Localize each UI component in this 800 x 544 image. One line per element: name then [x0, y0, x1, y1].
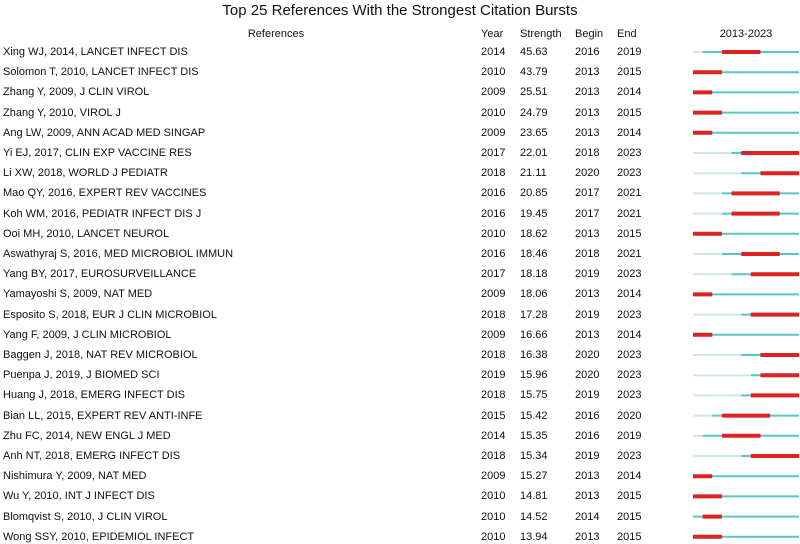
strength-cell: 14.81: [520, 490, 548, 503]
end-cell: 2014: [617, 470, 642, 483]
reference-cell: Wong SSY, 2010, EPIDEMIOL INFECT: [3, 530, 195, 543]
strength-cell: 14.52: [520, 510, 548, 523]
end-cell: 2015: [617, 510, 642, 523]
end-cell: 2021: [617, 187, 642, 200]
begin-cell: 2019: [575, 450, 600, 462]
begin-cell: 2018: [575, 248, 600, 260]
reference-cell: Wu Y, 2010, INT J INFECT DIS: [3, 490, 155, 503]
end-cell: 2021: [617, 207, 642, 220]
header-strength: Strength: [520, 28, 562, 40]
reference-cell: Nishimura Y, 2009, NAT MED: [3, 470, 147, 483]
year-cell: 2010: [481, 66, 506, 79]
year-cell: 2019: [481, 369, 506, 382]
begin-cell: 2020: [575, 349, 600, 361]
strength-cell: 15.42: [520, 409, 548, 422]
end-cell: 2015: [617, 106, 642, 119]
year-cell: 2009: [481, 288, 506, 301]
year-cell: 2010: [481, 490, 506, 503]
strength-cell: 22.01: [520, 147, 548, 159]
year-cell: 2010: [481, 106, 506, 119]
strength-cell: 16.66: [520, 328, 548, 341]
end-cell: 2023: [617, 268, 642, 281]
end-cell: 2014: [617, 328, 642, 341]
strength-cell: 23.65: [520, 126, 548, 139]
strength-cell: 21.11: [520, 167, 547, 180]
year-cell: 2018: [481, 450, 506, 462]
strength-cell: 15.34: [520, 450, 548, 462]
reference-cell: Anh NT, 2018, EMERG INFECT DIS: [3, 450, 181, 462]
reference-cell: Li XW, 2018, WORLD J PEDIATR: [3, 167, 168, 180]
end-cell: 2015: [617, 530, 642, 543]
year-cell: 2015: [481, 409, 506, 422]
chart-title: Top 25 References With the Strongest Citation Bursts: [222, 2, 578, 19]
end-cell: 2014: [617, 86, 642, 99]
begin-cell: 2019: [575, 308, 600, 321]
year-cell: 2014: [481, 429, 506, 442]
reference-cell: Yang BY, 2017, EUROSURVEILLANCE: [3, 268, 197, 281]
strength-cell: 15.96: [520, 369, 548, 382]
reference-cell: Huang J, 2018, EMERG INFECT DIS: [3, 389, 185, 402]
strength-cell: 15.35: [520, 429, 548, 442]
strength-cell: 16.38: [520, 349, 548, 361]
end-cell: 2023: [617, 308, 642, 321]
header-year: Year: [481, 28, 504, 40]
year-cell: 2018: [481, 308, 506, 321]
strength-cell: 45.63: [520, 46, 548, 58]
begin-cell: 2013: [575, 126, 600, 139]
reference-cell: Esposito S, 2018, EUR J CLIN MICROBIOL: [3, 308, 217, 321]
year-cell: 2016: [481, 187, 506, 200]
strength-cell: 24.79: [520, 106, 548, 119]
header-timeline-range: 2013-2023: [719, 28, 773, 40]
reference-cell: Zhang Y, 2009, J CLIN VIROL: [3, 86, 150, 99]
year-cell: 2009: [481, 328, 506, 341]
strength-cell: 15.75: [520, 389, 548, 402]
end-cell: 2019: [617, 429, 642, 442]
strength-cell: 13.94: [520, 530, 548, 543]
reference-cell: Baggen J, 2018, NAT REV MICROBIOL: [3, 349, 198, 361]
begin-cell: 2016: [575, 429, 600, 442]
reference-cell: Mao QY, 2016, EXPERT REV VACCINES: [3, 187, 207, 200]
year-cell: 2016: [481, 207, 506, 220]
strength-cell: 18.06: [520, 288, 548, 301]
reference-cell: Zhu FC, 2014, NEW ENGL J MED: [3, 429, 171, 442]
begin-cell: 2013: [575, 106, 600, 119]
year-cell: 2010: [481, 530, 506, 543]
begin-cell: 2013: [575, 227, 600, 240]
begin-cell: 2013: [575, 328, 600, 341]
begin-cell: 2017: [575, 187, 600, 200]
strength-cell: 25.51: [520, 86, 548, 99]
strength-cell: 19.45: [520, 207, 548, 220]
strength-cell: 15.27: [520, 470, 548, 483]
end-cell: 2015: [617, 227, 642, 240]
reference-cell: Solomon T, 2010, LANCET INFECT DIS: [3, 66, 199, 79]
year-cell: 2017: [481, 147, 506, 159]
end-cell: 2014: [617, 126, 642, 139]
reference-cell: Puenpa J, 2019, J BIOMED SCI: [3, 369, 160, 382]
reference-cell: Aswathyraj S, 2016, MED MICROBIOL IMMUN: [3, 248, 234, 260]
strength-cell: 43.79: [520, 66, 548, 79]
begin-cell: 2013: [575, 86, 600, 99]
begin-cell: 2013: [575, 530, 600, 543]
begin-cell: 2013: [575, 66, 600, 79]
reference-cell: Koh WM, 2016, PEDIATR INFECT DIS J: [3, 207, 202, 220]
begin-cell: 2016: [575, 409, 600, 422]
end-cell: 2014: [617, 288, 642, 301]
reference-cell: Yi EJ, 2017, CLIN EXP VACCINE RES: [3, 147, 192, 159]
year-cell: 2010: [481, 227, 506, 240]
end-cell: 2021: [617, 248, 642, 260]
year-cell: 2009: [481, 470, 506, 483]
end-cell: 2023: [617, 349, 642, 361]
header-begin: Begin: [575, 28, 604, 40]
year-cell: 2009: [481, 86, 506, 99]
year-cell: 2009: [481, 126, 506, 139]
reference-cell: Zhang Y, 2010, VIROL J: [3, 106, 121, 119]
begin-cell: 2013: [575, 490, 600, 503]
reference-cell: Blomqvist S, 2010, J CLIN VIROL: [3, 510, 168, 523]
begin-cell: 2017: [575, 207, 600, 220]
end-cell: 2023: [617, 167, 642, 180]
end-cell: 2020: [617, 409, 642, 422]
reference-cell: Ang LW, 2009, ANN ACAD MED SINGAP: [3, 126, 206, 139]
begin-cell: 2013: [575, 288, 600, 301]
reference-cell: Xing WJ, 2014, LANCET INFECT DIS: [3, 46, 188, 58]
year-cell: 2010: [481, 510, 506, 523]
end-cell: 2023: [617, 369, 642, 382]
begin-cell: 2019: [575, 268, 600, 281]
begin-cell: 2019: [575, 389, 600, 402]
header-end: End: [617, 28, 637, 40]
reference-cell: Bian LL, 2015, EXPERT REV ANTI-INFE: [3, 409, 203, 422]
year-cell: 2018: [481, 389, 506, 402]
strength-cell: 18.46: [520, 248, 548, 260]
begin-cell: 2020: [575, 167, 600, 180]
reference-cell: Ooi MH, 2010, LANCET NEUROL: [3, 227, 170, 240]
end-cell: 2023: [617, 389, 642, 402]
begin-cell: 2013: [575, 470, 600, 483]
end-cell: 2023: [617, 450, 642, 462]
header-references: References: [247, 28, 305, 40]
begin-cell: 2020: [575, 369, 600, 382]
year-cell: 2014: [481, 46, 506, 58]
begin-cell: 2016: [575, 46, 600, 58]
strength-cell: 17.28: [520, 308, 548, 321]
reference-cell: Yamayoshi S, 2009, NAT MED: [3, 288, 153, 301]
end-cell: 2015: [617, 490, 642, 503]
year-cell: 2018: [481, 349, 506, 361]
end-cell: 2019: [617, 46, 642, 58]
strength-cell: 18.18: [520, 268, 548, 281]
end-cell: 2023: [617, 147, 642, 159]
begin-cell: 2014: [575, 510, 600, 523]
end-cell: 2015: [617, 66, 642, 79]
year-cell: 2016: [481, 248, 506, 260]
year-cell: 2018: [481, 167, 506, 180]
strength-cell: 20.85: [520, 187, 548, 200]
year-cell: 2017: [481, 268, 506, 281]
begin-cell: 2018: [575, 147, 600, 159]
strength-cell: 18.62: [520, 227, 548, 240]
reference-cell: Yang F, 2009, J CLIN MICROBIOL: [3, 328, 172, 341]
